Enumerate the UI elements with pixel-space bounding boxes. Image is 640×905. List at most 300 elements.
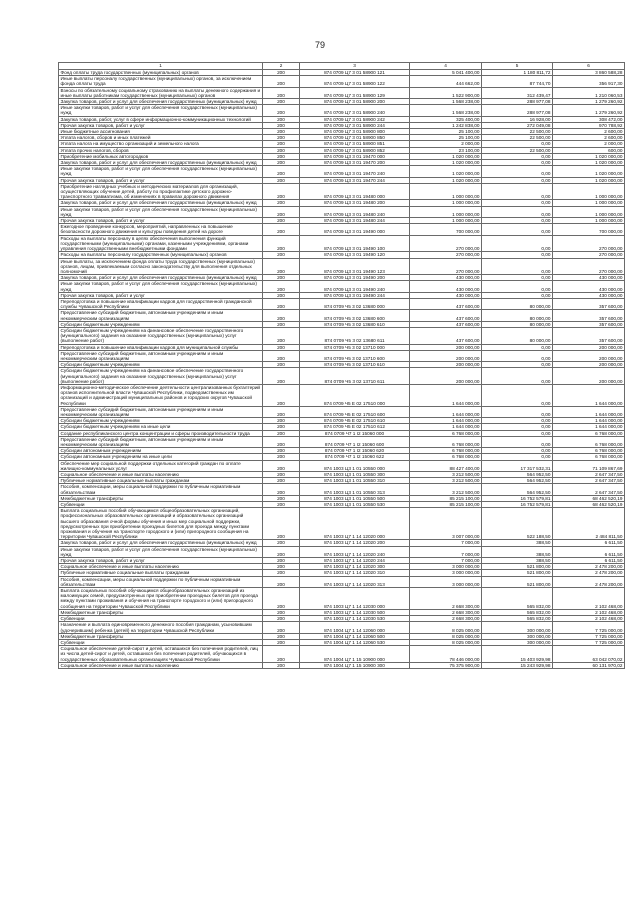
line-code: 200 <box>263 540 300 546</box>
unexecuted-amount: 357 600,00 <box>553 310 625 321</box>
executed-amount: 0,00 <box>482 235 553 252</box>
indicator-name: Закупка товаров, работ и услуг для обеспечения государственных (муниципальных) нужд <box>59 275 263 281</box>
approved-amount: 1 522 900,00 <box>410 87 482 98</box>
unexecuted-amount: 6 768 000,00 <box>553 430 625 436</box>
indicator-name: Публичные нормативные социальные выплаты гражданам <box>59 478 263 484</box>
executed-amount: 0,00 <box>482 183 553 200</box>
budget-classification-code: 874 0709 Ц3 3 01 19480 200 <box>300 200 410 206</box>
table-row <box>59 310 625 321</box>
executed-amount: 22 500,00 <box>482 147 553 153</box>
budget-classification-code: 874 0709 Ч7 1 I2 15060 620 <box>300 448 410 454</box>
budget-classification-code: 874 1003 Ц3 1 01 10550 000 <box>300 460 410 471</box>
table-row <box>59 135 625 141</box>
line-code: 200 <box>263 508 300 540</box>
budget-classification-code: 874 0709 Ц7 3 01 58900 122 <box>300 76 410 87</box>
indicator-name: Социальное обеспечение и иные выплаты населению <box>59 472 263 478</box>
unexecuted-amount: 2 478 200,00 <box>553 576 625 587</box>
indicator-name: Иные закупки товаров, работ и услуг для обеспечения государственных (муниципальных) нужд <box>59 546 263 557</box>
budget-classification-code: 874 0709 Ц3 3 01 19470 244 <box>300 177 410 183</box>
approved-amount: 437 600,00 <box>410 298 482 309</box>
unexecuted-amount: 1 020 000,00 <box>553 177 625 183</box>
approved-amount: 1 568 238,00 <box>410 99 482 105</box>
executed-amount: 388,50 <box>482 558 553 564</box>
line-code: 200 <box>263 327 300 344</box>
budget-classification-code: 874 0709 Ч5 Е 02 17510 610 <box>300 418 410 424</box>
indicator-name: Иные бюджетные ассигнования <box>59 129 263 135</box>
executed-amount: 565 832,00 <box>482 609 553 615</box>
executed-amount: 87 744,70 <box>482 76 553 87</box>
column-number: 6 <box>553 63 625 70</box>
indicator-name: Выплата социальных пособий обучающимся общеобразовательных организаций из малоимущих семей, предусмотренных при приобретении проездных билетов для проезда между пунктами проживания и обучения на транспорте городского и (или) пригородного сообщения на территории Чувашской Республики <box>59 588 263 610</box>
executed-amount: 16 752 579,81 <box>482 502 553 508</box>
unexecuted-amount: 7 725 000,00 <box>553 633 625 639</box>
approved-amount: 5 041 400,00 <box>410 70 482 76</box>
table-row <box>59 662 625 668</box>
line-code: 200 <box>263 183 300 200</box>
table-row <box>59 472 625 478</box>
line-code: 200 <box>263 105 300 116</box>
indicator-name: Взносы по обязательному социальному страхованию на выплаты денежного содержания и иные выплаты работникам государственных (муниципальных) органов <box>59 87 263 98</box>
executed-amount: 0,00 <box>482 436 553 447</box>
approved-amount: 8 025 000,00 <box>410 633 482 639</box>
approved-amount: 200 000,00 <box>410 368 482 385</box>
executed-amount: 22 500,00 <box>482 135 553 141</box>
table-row <box>59 646 625 663</box>
unexecuted-amount: 200 000,00 <box>553 344 625 350</box>
budget-classification-code: 874 0709 Ч5 3 02 13680 610 <box>300 321 410 327</box>
budget-classification-code: 874 0709 Ц7 3 01 58900 121 <box>300 70 410 76</box>
budget-classification-code: 874 1003 Ц3 1 01 10550 500 <box>300 495 410 501</box>
line-code: 200 <box>263 448 300 454</box>
line-code: 200 <box>263 298 300 309</box>
unexecuted-amount: 68 462 520,19 <box>553 495 625 501</box>
unexecuted-amount: 970 788,92 <box>553 122 625 128</box>
line-code: 200 <box>263 166 300 177</box>
budget-execution-table <box>58 62 625 669</box>
budget-classification-code: 874 0709 Ч7 1 I2 15060 000 <box>300 430 410 436</box>
line-code: 200 <box>263 454 300 460</box>
line-code: 200 <box>263 622 300 633</box>
unexecuted-amount: 2 647 347,50 <box>553 478 625 484</box>
budget-classification-code: 874 1003 Ц7 1 14 12030 500 <box>300 609 410 615</box>
executed-amount: 388,50 <box>482 546 553 557</box>
approved-amount: 7 000,00 <box>410 558 482 564</box>
budget-classification-code: 874 1004 Ц7 1 14 12060 530 <box>300 639 410 645</box>
approved-amount: 25 100,00 <box>410 135 482 141</box>
table-row <box>59 281 625 292</box>
line-code: 200 <box>263 141 300 147</box>
unexecuted-amount: 430 000,00 <box>553 275 625 281</box>
executed-amount: 312 439,47 <box>482 87 553 98</box>
line-code: 200 <box>263 406 300 417</box>
line-code: 200 <box>263 460 300 471</box>
indicator-name: Субсидии автономным учреждениям на иные цели <box>59 454 263 460</box>
line-code: 200 <box>263 588 300 610</box>
executed-amount: 0,00 <box>482 177 553 183</box>
line-code: 200 <box>263 218 300 224</box>
approved-amount: 270 000,00 <box>410 252 482 258</box>
unexecuted-amount: 6 611,50 <box>553 546 625 557</box>
indicator-name: Субвенции <box>59 639 263 645</box>
approved-amount: 1 000 000,00 <box>410 183 482 200</box>
unexecuted-amount: 430 000,00 <box>553 292 625 298</box>
approved-amount: 1 000 000,00 <box>410 200 482 206</box>
unexecuted-amount: 2 484 811,50 <box>553 508 625 540</box>
executed-amount: 0,00 <box>482 344 553 350</box>
unexecuted-amount: 1 000 000,00 <box>553 206 625 217</box>
approved-amount: 75 375 900,00 <box>410 662 482 668</box>
line-code: 200 <box>263 646 300 663</box>
executed-amount: 0,00 <box>482 153 553 159</box>
unexecuted-amount: 2 600,00 <box>553 135 625 141</box>
unexecuted-amount: 6 611,50 <box>553 540 625 546</box>
executed-amount: 0,00 <box>482 448 553 454</box>
unexecuted-amount: 200 000,00 <box>553 350 625 361</box>
line-code: 200 <box>263 633 300 639</box>
indicator-name: Прочая закупка товаров, работ и услуг <box>59 558 263 564</box>
unexecuted-amount: 71 109 867,69 <box>553 460 625 471</box>
indicator-name: Субсидии бюджетным учреждениям <box>59 321 263 327</box>
page-number: 79 <box>314 40 325 50</box>
executed-amount: 0,00 <box>482 275 553 281</box>
budget-classification-code: 874 0709 Ц7 3 01 58900 129 <box>300 87 410 98</box>
unexecuted-amount: 2 647 347,50 <box>553 484 625 495</box>
table-row <box>59 87 625 98</box>
approved-amount: 2 000,00 <box>410 141 482 147</box>
indicator-name: Уплата налога на имущество организаций и земельного налога <box>59 141 263 147</box>
unexecuted-amount: 68 462 520,19 <box>553 502 625 508</box>
line-code: 200 <box>263 344 300 350</box>
approved-amount: 23 100,00 <box>410 147 482 153</box>
indicator-name: Субсидии бюджетным учреждениям на финансовое обеспечение государственного (муниципального) задания на оказание государственных (муниципальных) услуг (выполнение работ) <box>59 327 263 344</box>
indicator-name: Закупка товаров, работ и услуг для обеспечения государственных (муниципальных) нужд <box>59 99 263 105</box>
indicator-name: Субвенции <box>59 616 263 622</box>
unexecuted-amount: 356 917,30 <box>553 76 625 87</box>
unexecuted-amount: 357 600,00 <box>553 327 625 344</box>
table-row <box>59 576 625 587</box>
approved-amount: 200 000,00 <box>410 350 482 361</box>
table-row <box>59 460 625 471</box>
line-code: 200 <box>263 275 300 281</box>
line-code: 200 <box>263 258 300 275</box>
indicator-name: Иные выплаты персоналу государственных (муниципальных) органов, за исключением фонда оплаты труда <box>59 76 263 87</box>
approved-amount: 8 025 000,00 <box>410 639 482 645</box>
indicator-name: Создание республиканского центра концентрации и сферы производительности труда <box>59 430 263 436</box>
indicator-name: Переподготовка и повышение квалификации кадров для муниципальной службы <box>59 344 263 350</box>
executed-amount: 0,00 <box>482 281 553 292</box>
line-code: 200 <box>263 99 300 105</box>
unexecuted-amount: 63 042 070,02 <box>553 646 625 663</box>
line-code: 200 <box>263 281 300 292</box>
budget-classification-code: 874 0709 Ч5 Е 02 17510 600 <box>300 406 410 417</box>
indicator-name: Закупка товаров, работ, услуг в сфере информационно-коммуникационных технологий <box>59 116 263 122</box>
line-code: 200 <box>263 116 300 122</box>
approved-amount: 430 000,00 <box>410 292 482 298</box>
executed-amount: 0,00 <box>482 258 553 275</box>
budget-classification-code: 874 0709 Ц7 3 01 58900 851 <box>300 141 410 147</box>
approved-amount: 437 600,00 <box>410 310 482 321</box>
budget-classification-code: 874 1003 Ц7 1 14 12030 000 <box>300 588 410 610</box>
approved-amount: 78 446 000,00 <box>410 646 482 663</box>
indicator-name: Предоставление субсидий бюджетным, автономным учреждениям и иным некоммерческим организациям <box>59 436 263 447</box>
column-number: 3 <box>300 63 410 70</box>
indicator-name: Социальное обеспечение и иные выплаты населению <box>59 564 263 570</box>
budget-classification-code: 874 1003 Ц7 1 14 12020 200 <box>300 540 410 546</box>
unexecuted-amount: 1 644 000,00 <box>553 384 625 406</box>
line-code: 200 <box>263 639 300 645</box>
line-code: 200 <box>263 310 300 321</box>
executed-amount: 521 800,00 <box>482 564 553 570</box>
line-code: 200 <box>263 558 300 564</box>
budget-classification-code: 874 0709 Ц3 3 01 19490 200 <box>300 275 410 281</box>
table-row <box>59 406 625 417</box>
indicator-name: Иные закупки товаров, работ и услуг для обеспечения государственных (муниципальных) нужд <box>59 166 263 177</box>
table-row <box>59 116 625 122</box>
approved-amount: 6 768 000,00 <box>410 454 482 460</box>
approved-amount: 430 000,00 <box>410 275 482 281</box>
executed-amount: 16 928,00 <box>482 116 553 122</box>
approved-amount: 3 212 500,00 <box>410 472 482 478</box>
line-code: 200 <box>263 418 300 424</box>
budget-classification-code: 874 0709 Ч7 1 I2 15060 622 <box>300 454 410 460</box>
executed-amount: 0,00 <box>482 406 553 417</box>
indicator-name: Пособия, компенсации, меры социальной поддержки по публичным нормативным обязательствам <box>59 576 263 587</box>
executed-amount: 0,00 <box>482 141 553 147</box>
line-code: 200 <box>263 430 300 436</box>
line-code: 200 <box>263 160 300 166</box>
indicator-name: Приобретение наглядных учебных и методических материалов для организаций, осуществляющих обучение детей, работу по профилактике детского дорожно-транспортного травматизма, об изменениях в правилах дорожного движения <box>59 183 263 200</box>
indicator-name: Информационно-методическое обеспечение деятельности централизованных бухгалтерий органов исполнительной власти Чувашской Республики, подведомственных им организаций и администраций муниципальных районов и городских округов Чувашской Республики <box>59 384 263 406</box>
approved-amount: 7 000,00 <box>410 540 482 546</box>
table-row <box>59 546 625 557</box>
executed-amount: 564 952,50 <box>482 472 553 478</box>
unexecuted-amount: 2 647 347,50 <box>553 472 625 478</box>
unexecuted-amount: 2 600,00 <box>553 129 625 135</box>
budget-classification-code: 874 1003 Ц3 1 01 10550 313 <box>300 484 410 495</box>
line-code: 200 <box>263 177 300 183</box>
approved-amount: 3 000 000,00 <box>410 576 482 587</box>
indicator-name: Предоставление субсидий бюджетным, автономным учреждениям и иным некоммерческим организациям <box>59 350 263 361</box>
line-code: 200 <box>263 424 300 430</box>
approved-amount: 200 000,00 <box>410 362 482 368</box>
line-code: 200 <box>263 495 300 501</box>
budget-classification-code: 874 1004 Ц7 1 14 12060 000 <box>300 622 410 633</box>
executed-amount: 300 000,00 <box>482 639 553 645</box>
unexecuted-amount: 308 472,00 <box>553 116 625 122</box>
budget-classification-code: 874 0709 Ц3 3 01 19480 000 <box>300 183 410 200</box>
approved-amount: 1 020 000,00 <box>410 160 482 166</box>
table-row <box>59 105 625 116</box>
unexecuted-amount: 6 768 000,00 <box>553 448 625 454</box>
indicator-name: Приобретение мобильных автогородков <box>59 153 263 159</box>
budget-classification-code: 874 0709 Ч5 3 02 13710 611 <box>300 368 410 385</box>
budget-classification-code: 874 0709 Ц3 3 01 19490 120 <box>300 252 410 258</box>
unexecuted-amount: 200 000,00 <box>553 368 625 385</box>
executed-amount: 288 977,08 <box>482 105 553 116</box>
unexecuted-amount: 6 611,50 <box>553 558 625 564</box>
executed-amount: 522 188,50 <box>482 508 553 540</box>
unexecuted-amount: 600,00 <box>553 147 625 153</box>
indicator-name: Переподготовка и повышение квалификации кадров для государственной гражданской службы Чувашской Республики <box>59 298 263 309</box>
executed-amount: 15 243 929,98 <box>482 662 553 668</box>
line-code: 200 <box>263 350 300 361</box>
line-code: 200 <box>263 616 300 622</box>
line-code: 200 <box>263 478 300 484</box>
column-number: 1 <box>59 63 263 70</box>
unexecuted-amount: 1 644 000,00 <box>553 424 625 430</box>
budget-classification-code: 874 0709 Ч5 3 02 13710 610 <box>300 362 410 368</box>
executed-amount: 564 952,50 <box>482 478 553 484</box>
indicator-name: Субсидии бюджетным учреждениям <box>59 362 263 368</box>
budget-classification-code: 874 1004 Ц7 1 15 10900 000 <box>300 646 410 663</box>
indicator-name: Расходы на выплаты персоналу в целях обеспечения выполнения функций государственными (муниципальными) органами, казенными учреждениями, органами управления государственными внебюджетными фондами <box>59 235 263 252</box>
table-row <box>59 484 625 495</box>
table-row <box>59 478 625 484</box>
approved-amount: 85 215 100,00 <box>410 502 482 508</box>
unexecuted-amount: 1 020 000,00 <box>553 166 625 177</box>
executed-amount: 80 000,00 <box>482 321 553 327</box>
budget-classification-code: 874 0709 Ц3 3 01 19480 244 <box>300 218 410 224</box>
executed-amount: 80 000,00 <box>482 298 553 309</box>
table-row <box>59 588 625 610</box>
unexecuted-amount: 2 000,00 <box>553 141 625 147</box>
budget-classification-code: 874 0709 Ч5 3 02 13710 600 <box>300 350 410 361</box>
line-code: 200 <box>263 292 300 298</box>
approved-amount: 8 025 000,00 <box>410 622 482 633</box>
indicator-name: Иные закупки товаров, работ и услуг для обеспечения государственных (муниципальных) нужд <box>59 105 263 116</box>
unexecuted-amount: 1 644 000,00 <box>553 406 625 417</box>
unexecuted-amount: 270 000,00 <box>553 258 625 275</box>
unexecuted-amount: 2 478 200,00 <box>553 570 625 576</box>
budget-classification-code: 874 0709 Ц3 3 01 19490 123 <box>300 258 410 275</box>
approved-amount: 430 000,00 <box>410 281 482 292</box>
budget-classification-code: 874 0709 Ч5 3 02 13710 000 <box>300 344 410 350</box>
executed-amount: 80 000,00 <box>482 310 553 321</box>
budget-classification-code: 874 1003 Ц7 1 14 12020 313 <box>300 576 410 587</box>
unexecuted-amount: 357 600,00 <box>553 321 625 327</box>
budget-classification-code: 874 1004 Ц7 1 15 10900 300 <box>300 662 410 668</box>
line-code: 200 <box>263 321 300 327</box>
executed-amount: 0,00 <box>482 350 553 361</box>
indicator-name: Уплата прочих налогов, сборов <box>59 147 263 153</box>
unexecuted-amount: 7 725 000,00 <box>553 622 625 633</box>
executed-amount: 300 000,00 <box>482 622 553 633</box>
indicator-name: Межбюджетные трансферты <box>59 609 263 615</box>
budget-classification-code: 874 0709 Ц7 3 01 58900 800 <box>300 129 410 135</box>
line-code: 200 <box>263 147 300 153</box>
unexecuted-amount: 700 000,00 <box>553 224 625 235</box>
table-row <box>59 564 625 570</box>
executed-amount: 565 832,00 <box>482 588 553 610</box>
budget-classification-code: 874 0709 Ч5 Е 02 17510 000 <box>300 384 410 406</box>
approved-amount: 1 568 238,00 <box>410 105 482 116</box>
line-code: 200 <box>263 546 300 557</box>
table-row <box>59 70 625 76</box>
indicator-name: Предоставление субсидий бюджетным, автономным учреждениям и иным некоммерческим организациям <box>59 406 263 417</box>
unexecuted-amount: 2 478 200,00 <box>553 564 625 570</box>
budget-classification-code: 874 1003 Ц7 1 14 12020 300 <box>300 564 410 570</box>
unexecuted-amount: 1 644 000,00 <box>553 418 625 424</box>
executed-amount: 0,00 <box>482 224 553 235</box>
line-code: 200 <box>263 570 300 576</box>
table-row <box>59 350 625 361</box>
indicator-name: Межбюджетные трансферты <box>59 633 263 639</box>
approved-amount: 1 644 000,00 <box>410 418 482 424</box>
budget-classification-code: 874 1003 Ц7 1 14 12020 000 <box>300 508 410 540</box>
approved-amount: 25 100,00 <box>410 129 482 135</box>
unexecuted-amount: 2 102 468,00 <box>553 588 625 610</box>
unexecuted-amount: 3 860 588,28 <box>553 70 625 76</box>
line-code: 200 <box>263 609 300 615</box>
unexecuted-amount: 6 768 000,00 <box>553 454 625 460</box>
table-row <box>59 76 625 87</box>
approved-amount: 6 768 000,00 <box>410 448 482 454</box>
unexecuted-amount: 200 000,00 <box>553 362 625 368</box>
approved-amount: 6 768 000,00 <box>410 436 482 447</box>
table-row <box>59 436 625 447</box>
executed-amount: 272 049,08 <box>482 122 553 128</box>
approved-amount: 1 020 000,00 <box>410 177 482 183</box>
unexecuted-amount: 1 000 000,00 <box>553 218 625 224</box>
executed-amount: 0,00 <box>482 368 553 385</box>
executed-amount: 1 180 811,72 <box>482 70 553 76</box>
unexecuted-amount: 1 210 060,53 <box>553 87 625 98</box>
table-row <box>59 540 625 546</box>
indicator-name: Межбюджетные трансферты <box>59 495 263 501</box>
line-code: 200 <box>263 472 300 478</box>
indicator-name: Ежегодное проведение конкурсов, мероприятий, направленных на повышение безопасности дорожного движения и культуры поведения детей на дороге <box>59 224 263 235</box>
approved-amount: 437 600,00 <box>410 327 482 344</box>
table-row <box>59 166 625 177</box>
approved-amount: 6 768 000,00 <box>410 430 482 436</box>
unexecuted-amount: 1 020 000,00 <box>553 153 625 159</box>
line-code: 200 <box>263 122 300 128</box>
indicator-name: Прочая закупка товаров, работ и услуг <box>59 292 263 298</box>
unexecuted-amount: 430 000,00 <box>553 281 625 292</box>
line-code: 200 <box>263 252 300 258</box>
executed-amount: 0,00 <box>482 160 553 166</box>
budget-classification-code: 874 1003 Ц7 1 14 12030 530 <box>300 616 410 622</box>
executed-amount: 0,00 <box>482 218 553 224</box>
indicator-name: Субсидии бюджетным учреждениям на финансовое обеспечение государственного (муниципального) задания на оказание государственных (муниципальных) услуг (выполнение работ) <box>59 368 263 385</box>
approved-amount: 2 668 300,00 <box>410 609 482 615</box>
unexecuted-amount: 1 020 000,00 <box>553 160 625 166</box>
indicator-name: Субсидии бюджетным учреждениям <box>59 418 263 424</box>
approved-amount: 7 000,00 <box>410 546 482 557</box>
indicator-name: Закупка товаров, работ и услуг для обеспечения государственных (муниципальных) нужд <box>59 540 263 546</box>
indicator-name: Пособия, компенсации, меры социальной поддержки по публичным нормативным обязательствам <box>59 484 263 495</box>
unexecuted-amount: 7 725 000,00 <box>553 639 625 645</box>
line-code: 200 <box>263 235 300 252</box>
executed-amount: 17 317 532,31 <box>482 460 553 471</box>
budget-classification-code: 874 0709 Ч5 Е 02 17510 612 <box>300 424 410 430</box>
column-number-row <box>59 63 625 70</box>
approved-amount: 3 000 000,00 <box>410 564 482 570</box>
executed-amount: 565 832,00 <box>482 616 553 622</box>
indicator-name: Прочая закупка товаров, работ и услуг <box>59 218 263 224</box>
line-code: 200 <box>263 206 300 217</box>
approved-amount: 1 000 000,00 <box>410 206 482 217</box>
indicator-name: Социальное обеспечение детей-сирот и детей, оставшихся без попечения родителей, лиц из числа детей-сирот и детей, оставшихся без попечения родителей, обучающихся в государственных образовательных организациях Чувашской Республики <box>59 646 263 663</box>
line-code: 200 <box>263 384 300 406</box>
table-row <box>59 183 625 200</box>
unexecuted-amount: 270 000,00 <box>553 235 625 252</box>
indicator-name: Иные закупки товаров, работ и услуг для обеспечения государственных (муниципальных) нужд <box>59 206 263 217</box>
table-row <box>59 298 625 309</box>
budget-classification-code: 874 0709 Ц3 3 01 19470 240 <box>300 166 410 177</box>
budget-classification-code: 874 0709 Ц3 3 01 19470 200 <box>300 160 410 166</box>
executed-amount: 300 000,00 <box>482 633 553 639</box>
